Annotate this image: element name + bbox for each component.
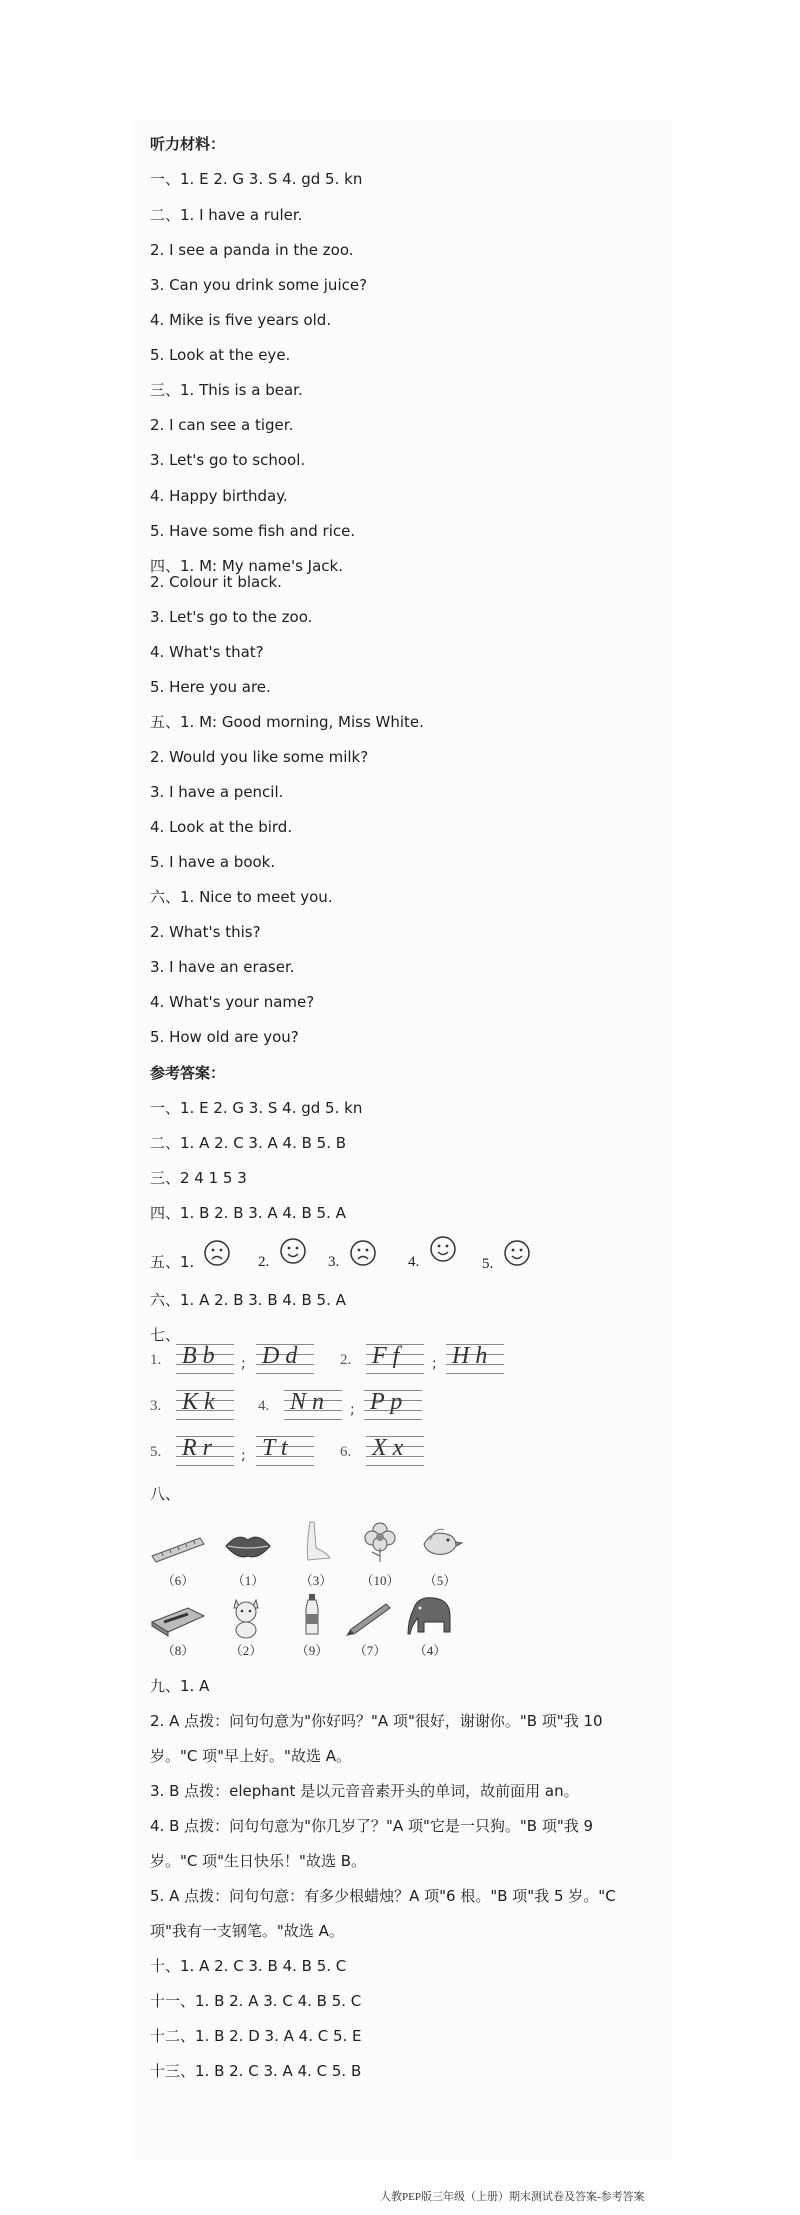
q7-num: 5. bbox=[150, 1444, 162, 1460]
writing-letters: H h bbox=[452, 1343, 488, 1369]
writing-box bbox=[364, 1386, 422, 1420]
picture-caption: （6） bbox=[161, 1573, 195, 1588]
q8-title: 八、 bbox=[150, 1485, 181, 1503]
writing-letters: N n bbox=[290, 1389, 325, 1415]
answer-line: 岁。"C 项"生日快乐！"故选 B。 bbox=[150, 1852, 366, 1870]
flower-icon bbox=[350, 1518, 410, 1566]
q5-label: 4. bbox=[408, 1254, 420, 1270]
listening-line: 3. Let's go to the zoo. bbox=[150, 608, 313, 626]
answer-line: 岁。"C 项"早上好。"故选 A。 bbox=[150, 1747, 351, 1765]
answer-line: 十一、1. B 2. A 3. C 4. B 5. C bbox=[150, 1992, 362, 2010]
elephant-icon bbox=[400, 1590, 460, 1638]
listening-line: 5. I have a book. bbox=[150, 853, 276, 871]
listening-line: 3. I have an eraser. bbox=[150, 958, 295, 976]
listening-line: 4. What's that? bbox=[150, 643, 264, 661]
writing-box bbox=[176, 1386, 234, 1420]
q7-num: 6. bbox=[340, 1444, 352, 1460]
writing-box bbox=[284, 1386, 342, 1420]
writing-box bbox=[256, 1432, 314, 1466]
picture-caption: （7） bbox=[353, 1643, 387, 1658]
listening-line: 5. Look at the eye. bbox=[150, 346, 291, 364]
writing-letters: B b bbox=[182, 1343, 215, 1369]
cat-icon bbox=[216, 1592, 276, 1640]
answer-line: 三、2 4 1 5 3 bbox=[150, 1169, 247, 1187]
listening-line: 3. Let's go to school. bbox=[150, 451, 306, 469]
picture-caption: （1） bbox=[231, 1573, 265, 1588]
answer-line: 一、1. E 2. G 3. S 4. gd 5. kn bbox=[150, 1099, 363, 1117]
listening-line: 5. Here you are. bbox=[150, 678, 271, 696]
listening-line: 5. Have some fish and rice. bbox=[150, 522, 356, 540]
answer-line: 5. A 点拨：问句句意：有多少根蜡烛？A 项"6 根。"B 项"我 5 岁。"C bbox=[150, 1887, 616, 1905]
answer-line: 六、1. A 2. B 3. B 4. B 5. A bbox=[150, 1291, 346, 1309]
listening-line: 2. Colour it black. bbox=[150, 573, 282, 591]
answer-line: 项"我有一支钢笔。"故选 A。 bbox=[150, 1922, 344, 1940]
picture-caption: （8） bbox=[161, 1643, 195, 1658]
answer-line: 3. B 点拨：elephant 是以元音音素开头的单词，故前面用 an。 bbox=[150, 1782, 579, 1800]
listening-line: 3. Can you drink some juice? bbox=[150, 276, 368, 294]
writing-letters: F f bbox=[372, 1343, 400, 1369]
listening-line: 2. What's this? bbox=[150, 923, 261, 941]
writing-box bbox=[176, 1432, 234, 1466]
writing-letters: X x bbox=[372, 1435, 404, 1461]
page-footer: 人教PEP版三年级（上册）期末测试卷及答案-参考答案 bbox=[380, 2191, 645, 2203]
separator: ; bbox=[241, 1356, 246, 1372]
bottle-icon bbox=[282, 1590, 342, 1638]
answer-line: 二、1. A 2. C 3. A 4. B 5. B bbox=[150, 1134, 347, 1152]
answer-line: 十二、1. B 2. D 3. A 4. C 5. E bbox=[150, 2027, 362, 2045]
listening-line: 2. I see a panda in the zoo. bbox=[150, 241, 354, 259]
listening-line: 4. Look at the bird. bbox=[150, 818, 293, 836]
pencil-box-icon bbox=[148, 1592, 208, 1640]
writing-box bbox=[256, 1340, 314, 1374]
writing-letters: D d bbox=[262, 1343, 298, 1369]
listening-line: 2. I can see a tiger. bbox=[150, 416, 294, 434]
q5-label: 5. bbox=[482, 1256, 494, 1272]
listening-line: 4. What's your name? bbox=[150, 993, 315, 1011]
happy-face-icon bbox=[502, 1238, 532, 1268]
writing-box bbox=[446, 1340, 504, 1374]
q5-prefix: 五、1. bbox=[150, 1253, 195, 1271]
answers-title: 参考答案： bbox=[150, 1064, 226, 1082]
separator: ; bbox=[432, 1356, 437, 1372]
q7-title: 七、 bbox=[150, 1326, 181, 1344]
q7-num: 3. bbox=[150, 1398, 162, 1414]
writing-letters: K k bbox=[182, 1389, 215, 1415]
q7-num: 2. bbox=[340, 1352, 352, 1368]
listening-line: 5. How old are you? bbox=[150, 1028, 299, 1046]
answer-line: 十三、1. B 2. C 3. A 4. C 5. B bbox=[150, 2062, 362, 2080]
happy-face-icon bbox=[278, 1236, 308, 1266]
writing-letters: R r bbox=[182, 1435, 212, 1461]
q5-label: 3. bbox=[328, 1254, 340, 1270]
listening-line: 4. Happy birthday. bbox=[150, 487, 288, 505]
answer-line: 四、1. B 2. B 3. A 4. B 5. A bbox=[150, 1204, 346, 1222]
pen-icon bbox=[340, 1592, 400, 1640]
writing-box bbox=[366, 1432, 424, 1466]
q7-num: 1. bbox=[150, 1352, 162, 1368]
picture-caption: （3） bbox=[299, 1573, 333, 1588]
listening-line: 一、1. E 2. G 3. S 4. gd 5. kn bbox=[150, 170, 363, 188]
listening-line: 四、1. M: My name's Jack. bbox=[150, 557, 343, 575]
answer-line: 4. B 点拨：问句句意为"你几岁了？"A 项"它是一只狗。"B 项"我 9 bbox=[150, 1817, 594, 1835]
picture-caption: （5） bbox=[423, 1573, 457, 1588]
picture-caption: （10） bbox=[360, 1573, 400, 1588]
separator: ; bbox=[350, 1402, 355, 1418]
writing-letters: T t bbox=[262, 1435, 288, 1461]
listening-line: 2. Would you like some milk? bbox=[150, 748, 369, 766]
answer-line: 十、1. A 2. C 3. B 4. B 5. C bbox=[150, 1957, 347, 1975]
q5-label: 2. bbox=[258, 1254, 270, 1270]
sad-face-icon bbox=[202, 1238, 232, 1268]
picture-caption: （4） bbox=[413, 1643, 447, 1658]
lips-icon bbox=[218, 1520, 278, 1568]
q7-num: 4. bbox=[258, 1398, 270, 1414]
listening-line: 二、1. I have a ruler. bbox=[150, 206, 303, 224]
picture-caption: （9） bbox=[295, 1643, 329, 1658]
ruler-icon bbox=[148, 1520, 208, 1568]
listening-line: 3. I have a pencil. bbox=[150, 783, 284, 801]
listening-line: 六、1. Nice to meet you. bbox=[150, 888, 333, 906]
listening-line: 三、1. This is a bear. bbox=[150, 381, 303, 399]
answer-line: 2. A 点拨：问句句意为"你好吗？"A 项"很好，谢谢你。"B 项"我 10 bbox=[150, 1712, 603, 1730]
separator: ; bbox=[241, 1448, 246, 1464]
sad-face-icon bbox=[348, 1238, 378, 1268]
listening-line: 4. Mike is five years old. bbox=[150, 311, 332, 329]
foot-icon bbox=[286, 1518, 346, 1566]
listening-line: 五、1. M: Good morning, Miss White. bbox=[150, 713, 424, 731]
writing-box bbox=[366, 1340, 424, 1374]
happy-face-icon bbox=[428, 1234, 458, 1264]
bird-icon bbox=[410, 1518, 470, 1566]
listening-title: 听力材料： bbox=[150, 135, 226, 153]
picture-caption: （2） bbox=[229, 1643, 263, 1658]
writing-letters: P p bbox=[370, 1389, 403, 1415]
writing-box bbox=[176, 1340, 234, 1374]
answer-line: 九、1. A bbox=[150, 1677, 210, 1695]
